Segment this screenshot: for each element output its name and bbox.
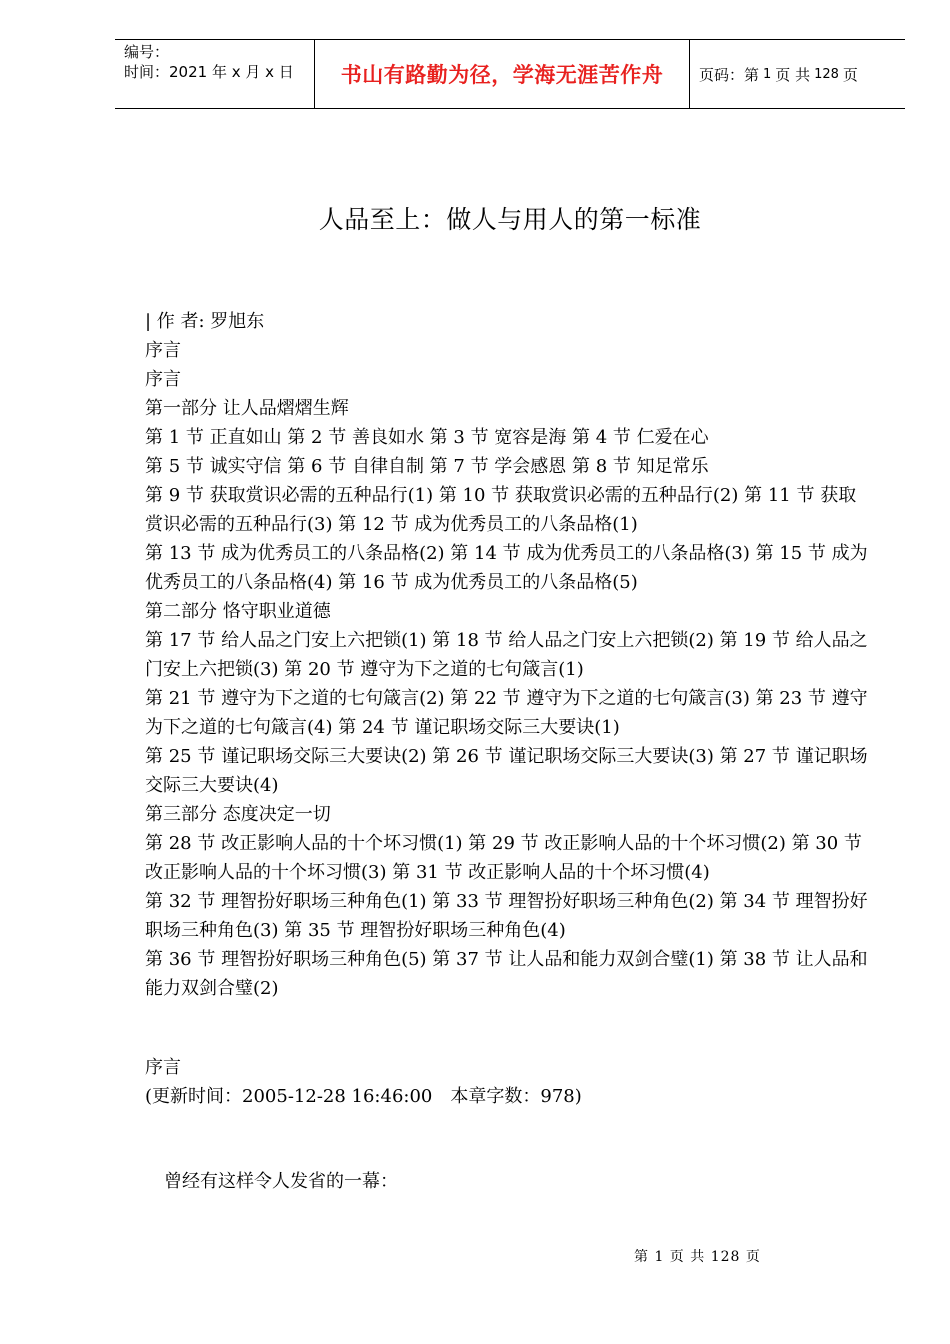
opening-paragraph: 曾经有这样令人发省的一幕： xyxy=(164,1171,398,1192)
toc-line: 职场三种角色(3) 第 35 节 理智扮好职场三种角色(4) xyxy=(145,920,566,941)
page-label-suffix: 页 xyxy=(842,65,858,84)
toc-line: 能力双剑合璧(2) xyxy=(145,978,279,999)
toc-line: 优秀员工的八条品格(4) 第 16 节 成为优秀员工的八条品格(5) xyxy=(145,572,638,593)
document-title: 人品至上：做人与用人的第一标准 xyxy=(318,205,702,234)
toc-line: 序言 xyxy=(145,369,181,390)
toc-line: 第 9 节 获取赏识必需的五种品行(1) 第 10 节 获取赏识必需的五种品行(2) 第 11 节 获取 xyxy=(145,485,857,506)
preface-section xyxy=(145,1053,582,1111)
toc-line: 门安上六把锁(3) 第 20 节 遵守为下之道的七句箴言(1) xyxy=(145,659,584,680)
update-info: (更新时间：2005-12-28 16:46:00 本章字数：978) xyxy=(145,1086,582,1107)
toc-line: 第 28 节 改正影响人品的十个坏习惯(1) 第 29 节 改正影响人品的十个坏习惯(2) 第 30 节 xyxy=(145,833,862,854)
section-title: 序言 xyxy=(145,1057,181,1078)
toc-line: 第 1 节 正直如山 第 2 节 善良如水 第 3 节 宽容是海 第 4 节 仁爱在心 xyxy=(145,427,709,448)
toc-line: 第 36 节 理智扮好职场三种角色(5) 第 37 节 让人品和能力双剑合璧(1) 第 38 节 让人品和 xyxy=(145,949,868,970)
header-meta xyxy=(115,40,315,108)
toc-line: 第 25 节 谨记职场交际三大要诀(2) 第 26 节 谨记职场交际三大要诀(3) 第 27 节 谨记职场 xyxy=(145,746,868,767)
toc-line: 改正影响人品的十个坏习惯(3) 第 31 节 改正影响人品的十个坏习惯(4) xyxy=(145,862,710,883)
page-label-mid: 页 共 xyxy=(775,65,811,84)
page-current: 1 xyxy=(763,66,772,82)
toc-line: 序言 xyxy=(145,340,181,361)
toc-part-heading: 第三部分 态度决定一切 xyxy=(145,804,331,825)
toc-line: 第 13 节 成为优秀员工的八条品格(2) 第 14 节 成为优秀员工的八条品格(3) 第 15 节 成为 xyxy=(145,543,868,564)
toc-line: 第 17 节 给人品之门安上六把锁(1) 第 18 节 给人品之门安上六把锁(2) 第 19 节 给人品之 xyxy=(145,630,868,651)
toc-part-heading: 第一部分 让人品熠熠生辉 xyxy=(145,398,349,419)
author-line: | 作 者: 罗旭东 xyxy=(145,311,265,332)
toc-line: 为下之道的七句箴言(4) 第 24 节 谨记职场交际三大要诀(1) xyxy=(145,717,620,738)
page-footer: 第 1 页 共 128 页 xyxy=(634,1249,761,1265)
page-total: 128 xyxy=(814,66,839,82)
toc-line: 交际三大要诀(4) xyxy=(145,775,279,796)
page-label-prefix: 页码：第 xyxy=(699,65,760,84)
document-number-label: 编号： xyxy=(124,43,170,61)
document-date-label: 时间：2021 年 x 月 x 日 xyxy=(124,63,294,81)
toc-line: 第 21 节 遵守为下之道的七句箴言(2) 第 22 节 遵守为下之道的七句箴言(3) 第 23 节 遵守 xyxy=(145,688,868,709)
header-motto: 书山有路勤为径，学海无涯苦作舟 xyxy=(315,40,690,108)
page-header xyxy=(115,39,905,109)
header-page-indicator xyxy=(690,40,905,108)
toc-line: 赏识必需的五种品行(3) 第 12 节 成为优秀员工的八条品格(1) xyxy=(145,514,638,535)
toc-part-heading: 第二部分 恪守职业道德 xyxy=(145,601,331,622)
toc-line: 第 5 节 诚实守信 第 6 节 自律自制 第 7 节 学会感恩 第 8 节 知足常乐 xyxy=(145,456,709,477)
table-of-contents xyxy=(145,307,880,1003)
toc-line: 第 32 节 理智扮好职场三种角色(1) 第 33 节 理智扮好职场三种角色(2) 第 34 节 理智扮好 xyxy=(145,891,868,912)
